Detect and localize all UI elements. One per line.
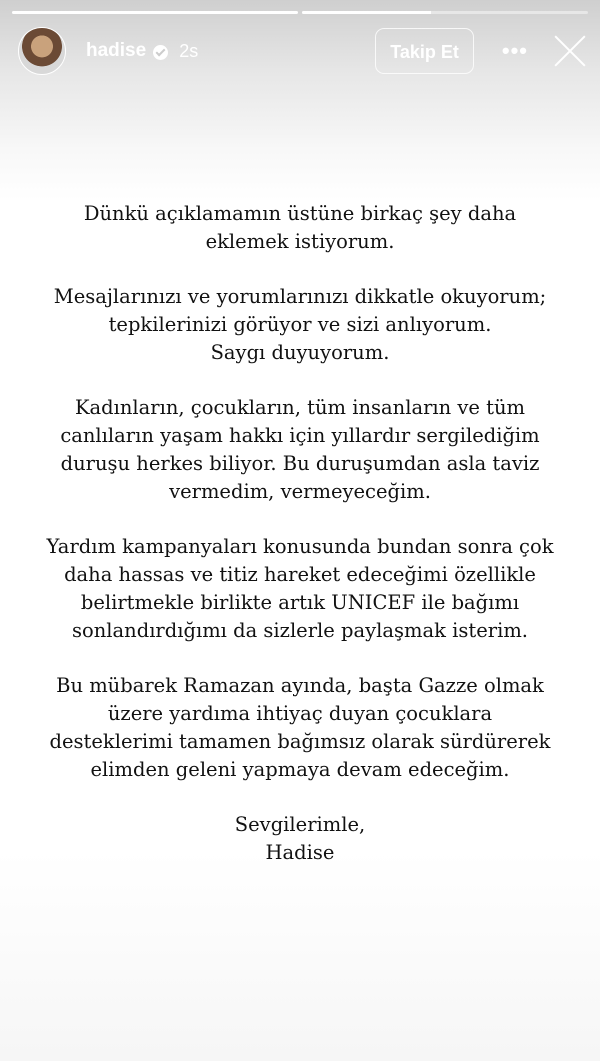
text-line: duruşu herkes biliyor. Bu duruşumdan asla taviz [60, 452, 540, 475]
story-header [18, 26, 586, 76]
more-options-icon[interactable]: ••• [501, 38, 528, 63]
progress-fill [302, 11, 431, 14]
text-line: tepkilerinizi görüyor ve sizi anlıyorum. [108, 313, 492, 336]
text-line: elimden geleni yapmaya devam edeceğim. [90, 758, 510, 781]
text-line: belirtmekle birlikte artık UNICEF ile bağımı [80, 591, 520, 614]
progress-fill [12, 11, 298, 14]
text-line: sonlandırdığımı da sizlerle paylaşmak isterim. [71, 619, 529, 642]
follow-button[interactable]: Takip Et [375, 28, 474, 74]
text-line: canlıların yaşam hakkı için yıllardır sergilediğim [60, 424, 540, 447]
story-progress [12, 11, 588, 14]
progress-segment [12, 11, 298, 14]
timestamp: 2s [179, 40, 199, 61]
text-line: üzere yardıma ihtiyaç duyan çocuklara [107, 702, 493, 725]
paragraph [0, 811, 600, 867]
text-line: Sevgilerimle, [234, 813, 366, 836]
username[interactable]: hadise [86, 40, 147, 61]
paragraph [0, 672, 600, 784]
paragraph [0, 283, 600, 367]
text-line: Dünkü açıklamamın üstüne birkaç şey daha [83, 202, 517, 225]
avatar[interactable] [18, 27, 66, 75]
text-line: vermedim, vermeyeceğim. [169, 480, 431, 503]
paragraph [0, 533, 600, 645]
text-line: desteklerimi tamamen bağımsız olarak sürdürerek [49, 730, 551, 753]
text-line: Yardım kampanyaları konusunda bundan sonra çok [46, 535, 554, 558]
text-line: Bu mübarek Ramazan ayında, başta Gazze olmak [56, 674, 544, 697]
story-text [0, 200, 600, 894]
text-line: Mesajlarınızı ve yorumlarınızı dikkatle okuyorum; [53, 285, 547, 308]
close-icon[interactable] [554, 35, 586, 67]
text-line: daha hassas ve titiz hareket edeceğimi özellikle [64, 563, 536, 586]
text-line: Kadınların, çocukların, tüm insanların ve tüm [74, 396, 526, 419]
text-line: eklemek istiyorum. [205, 230, 395, 253]
paragraph [0, 200, 600, 256]
verified-badge-icon [153, 45, 168, 60]
text-line: Hadise [265, 841, 335, 864]
progress-segment [302, 11, 588, 14]
paragraph [0, 394, 600, 506]
text-line: Saygı duyuyorum. [210, 341, 390, 364]
